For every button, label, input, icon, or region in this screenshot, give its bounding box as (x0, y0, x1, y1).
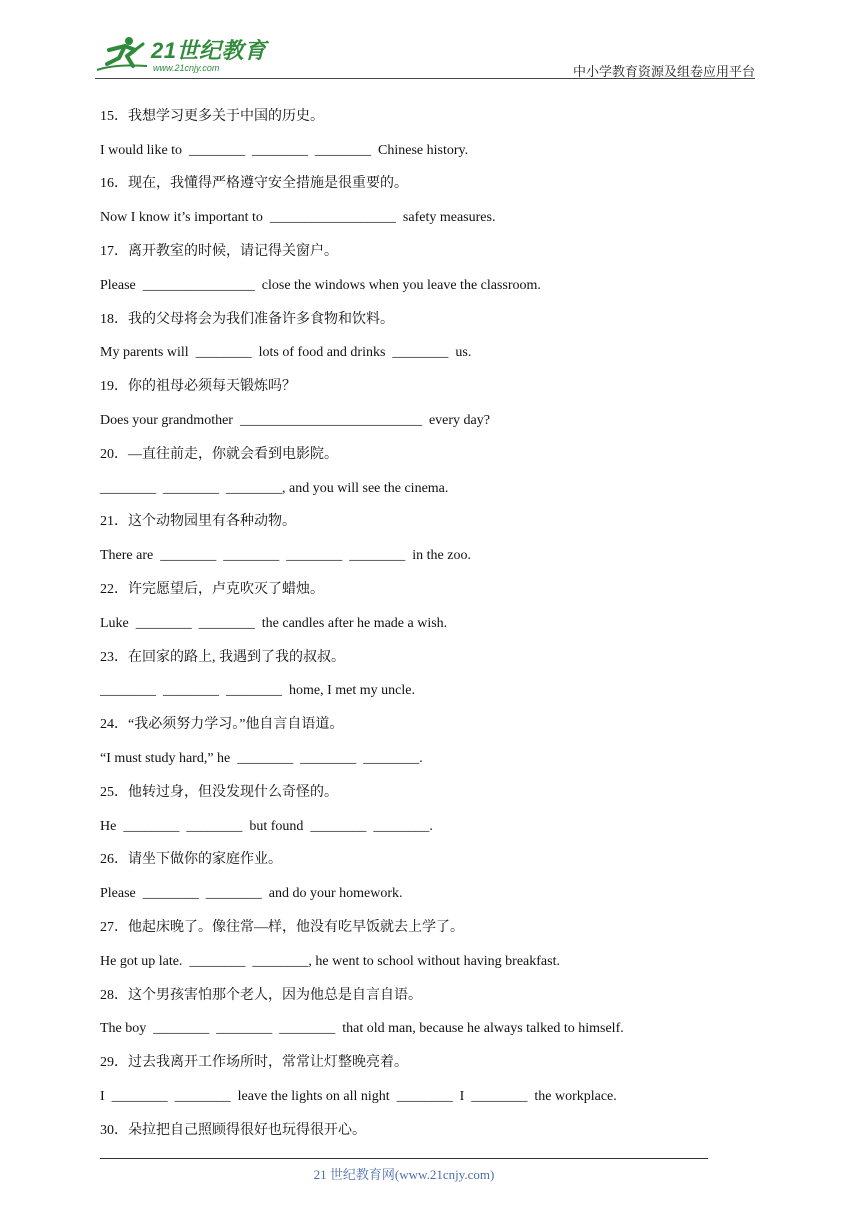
question-cn: 15．我想学习更多关于中国的历史。 (100, 108, 324, 124)
question-22 (100, 573, 740, 641)
question-cn: 27．他起床晚了。像往常—样，他没有吃早饭就去上学了。 (100, 920, 464, 936)
question-en: I ________ ________ leave the lights on all night ________ I ________ the workplace. (100, 1089, 617, 1104)
question-en: I would like to ________ ________ ________ Chinese history. (100, 142, 469, 158)
question-cn: 25．他转过身，但没发现什么奇怪的。 (100, 784, 338, 800)
question-cn: 17．离开教室的时候，请记得关窗户。 (100, 244, 338, 260)
question-15 (100, 100, 740, 168)
question-en: Luke ________ ________ the candles after he made a wish. (100, 615, 448, 631)
question-cn: 23．在回家的路上, 我遇到了我的叔叔。 (100, 649, 345, 665)
header-divider (95, 78, 755, 79)
question-cn: 19．你的祖母必须每天锻炼吗？ (100, 379, 296, 395)
question-en: He ________ ________ but found ________ ________. (100, 818, 433, 834)
question-cn: 26．请坐下做你的家庭作业。 (100, 852, 282, 868)
question-19 (100, 370, 740, 438)
question-en: My parents will ________ lots of food and drinks ________ us. (100, 345, 472, 361)
question-26 (100, 844, 740, 912)
platform-name: 中小学教育资源及组卷应用平台 (572, 64, 755, 79)
question-cn: 28．这个男孩害怕那个老人，因为他总是自言自语。 (100, 987, 422, 1003)
question-en: There are ________ ________ ________ ________ in the zoo. (100, 548, 471, 564)
question-cn: 22．许完愿望后，卢克吹灭了蜡烛。 (100, 582, 324, 598)
question-list (100, 100, 740, 1148)
question-cn: 29．过去我离开工作场所时，常常让灯整晚亮着。 (100, 1055, 408, 1071)
question-cn: 16．现在，我懂得严格遵守安全措施是很重要的。 (100, 176, 408, 192)
question-en: Now I know it’s important to __________________ safety measures. (100, 210, 496, 226)
question-cn: 30．朵拉把自己照顾得很好也玩得很开心。 (100, 1122, 366, 1138)
footer-text: 21 世纪教育网(www.21cnjy.com) (313, 1167, 495, 1182)
question-cn: 21．这个动物园里有各种动物。 (100, 514, 296, 530)
question-en: “I must study hard,” he ________ ________ ________. (100, 751, 423, 767)
question-30 (100, 1114, 740, 1148)
question-17 (100, 235, 740, 303)
question-29 (100, 1046, 740, 1114)
question-en: ________ ________ ________ home, I met my uncle. (100, 683, 415, 699)
page-header (95, 30, 755, 80)
question-en: He got up late. ________ ________, he went to school without having breakfast. (100, 953, 560, 969)
question-cn: 18．我的父母将会为我们准备许多食物和饮料。 (100, 311, 394, 327)
question-27 (100, 911, 740, 979)
question-16 (100, 168, 740, 236)
question-en: ________ ________ ________, and you will see the cinema. (100, 480, 449, 496)
question-cn: 24．“我必须努力学习。”他自言自语道。 (100, 717, 344, 733)
logo-title: 21世纪教育 (151, 38, 267, 63)
question-en: Please ________________ close the windows when you leave the classroom. (100, 277, 541, 293)
question-18 (100, 303, 740, 371)
question-en: Please ________ ________ and do your homework. (100, 886, 403, 902)
logo-url: www.21cnjy.com (153, 63, 220, 73)
question-20 (100, 438, 740, 506)
question-24 (100, 708, 740, 776)
footer-divider (100, 1158, 708, 1159)
question-en: The boy ________ ________ ________ that old man, because he always talked to himself. (100, 1021, 624, 1037)
question-cn: 20．—直往前走，你就会看到电影院。 (100, 446, 338, 462)
question-21 (100, 506, 740, 574)
question-en: Does your grandmother __________________________ every day? (100, 413, 490, 429)
runner-logo-icon (95, 34, 149, 74)
question-25 (100, 776, 740, 844)
logo (95, 34, 266, 74)
question-23 (100, 641, 740, 709)
question-28 (100, 979, 740, 1047)
